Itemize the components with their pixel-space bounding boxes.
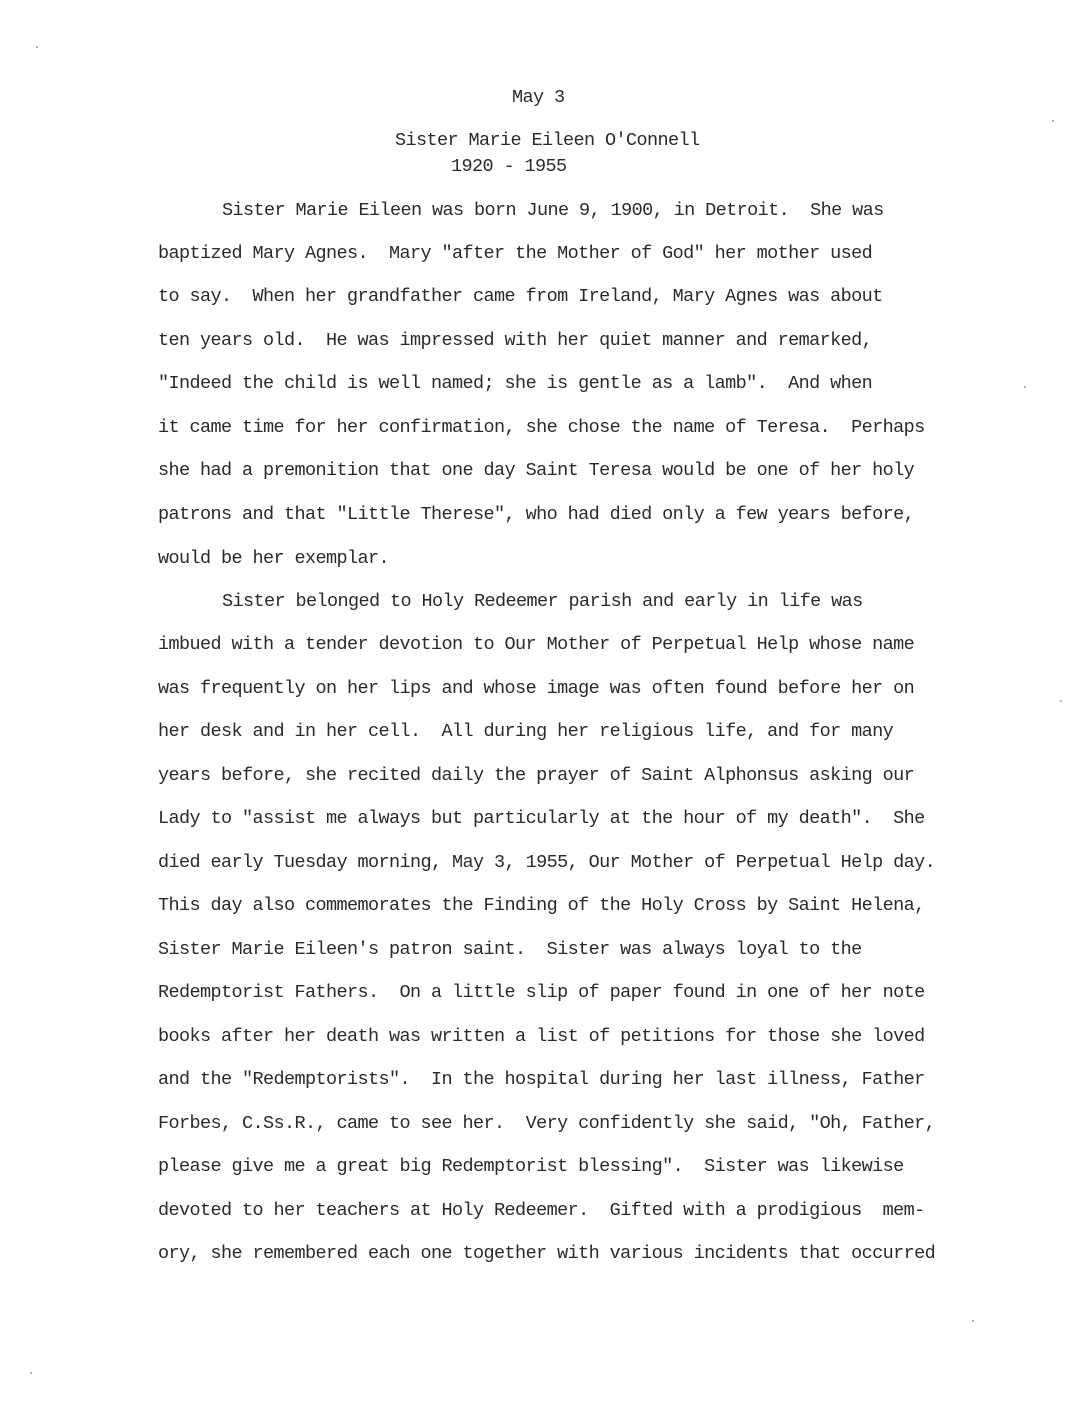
scan-speck — [1060, 700, 1062, 702]
body-line: died early Tuesday morning, May 3, 1955, Our Mother of Perpetual Help day. — [158, 852, 936, 873]
page-title: Sister Marie Eileen O'Connell — [395, 130, 700, 151]
body-line: Lady to "assist me always but particularly at the hour of my death". She — [158, 808, 925, 829]
body-line: her desk and in her cell. All during her religious life, and for many — [158, 721, 894, 742]
body-line: would be her exemplar. — [158, 548, 390, 569]
body-line: she had a premonition that one day Saint Teresa would be one of her holy — [158, 460, 915, 481]
scan-speck — [972, 1320, 974, 1322]
scan-speck — [1024, 386, 1026, 388]
body-line: Sister Marie Eileen's patron saint. Sister was always loyal to the — [158, 939, 862, 960]
page-date: May 3 — [512, 87, 565, 108]
body-line: books after her death was written a list of petitions for those she loved — [158, 1026, 925, 1047]
scan-speck — [30, 1372, 32, 1374]
body-line: This day also commemorates the Finding of the Holy Cross by Saint Helena, — [158, 895, 925, 916]
body-line: devoted to her teachers at Holy Redeemer. Gifted with a prodigious mem- — [158, 1200, 925, 1221]
body-line: and the "Redemptorists". In the hospital during her last illness, Father — [158, 1069, 925, 1090]
body-line: Sister belonged to Holy Redeemer parish and early in life was — [222, 591, 863, 612]
body-line: please give me a great big Redemptorist blessing". Sister was likewise — [158, 1156, 904, 1177]
body-line: Sister Marie Eileen was born June 9, 1900, in Detroit. She was — [222, 200, 884, 221]
body-line: baptized Mary Agnes. Mary "after the Mother of God" her mother used — [158, 243, 873, 264]
body-line: to say. When her grandfather came from Ireland, Mary Agnes was about — [158, 286, 883, 307]
page-years: 1920 - 1955 — [451, 156, 567, 177]
body-line: ten years old. He was impressed with her quiet manner and remarked, — [158, 330, 873, 351]
body-line: imbued with a tender devotion to Our Mother of Perpetual Help whose name — [158, 634, 915, 655]
body-line: "Indeed the child is well named; she is gentle as a lamb". And when — [158, 373, 873, 394]
body-line: patrons and that "Little Therese", who had died only a few years before, — [158, 504, 915, 525]
body-line: Redemptorist Fathers. On a little slip of paper found in one of her note — [158, 982, 925, 1003]
scan-speck — [36, 46, 38, 48]
body-line: ory, she remembered each one together with various incidents that occurred — [158, 1243, 936, 1264]
body-line: Forbes, C.Ss.R., came to see her. Very confidently she said, "Oh, Father, — [158, 1113, 936, 1134]
body-line: years before, she recited daily the prayer of Saint Alphonsus asking our — [158, 765, 915, 786]
body-line: was frequently on her lips and whose image was often found before her on — [158, 678, 915, 699]
scan-speck — [1052, 120, 1054, 122]
body-line: it came time for her confirmation, she chose the name of Teresa. Perhaps — [158, 417, 925, 438]
